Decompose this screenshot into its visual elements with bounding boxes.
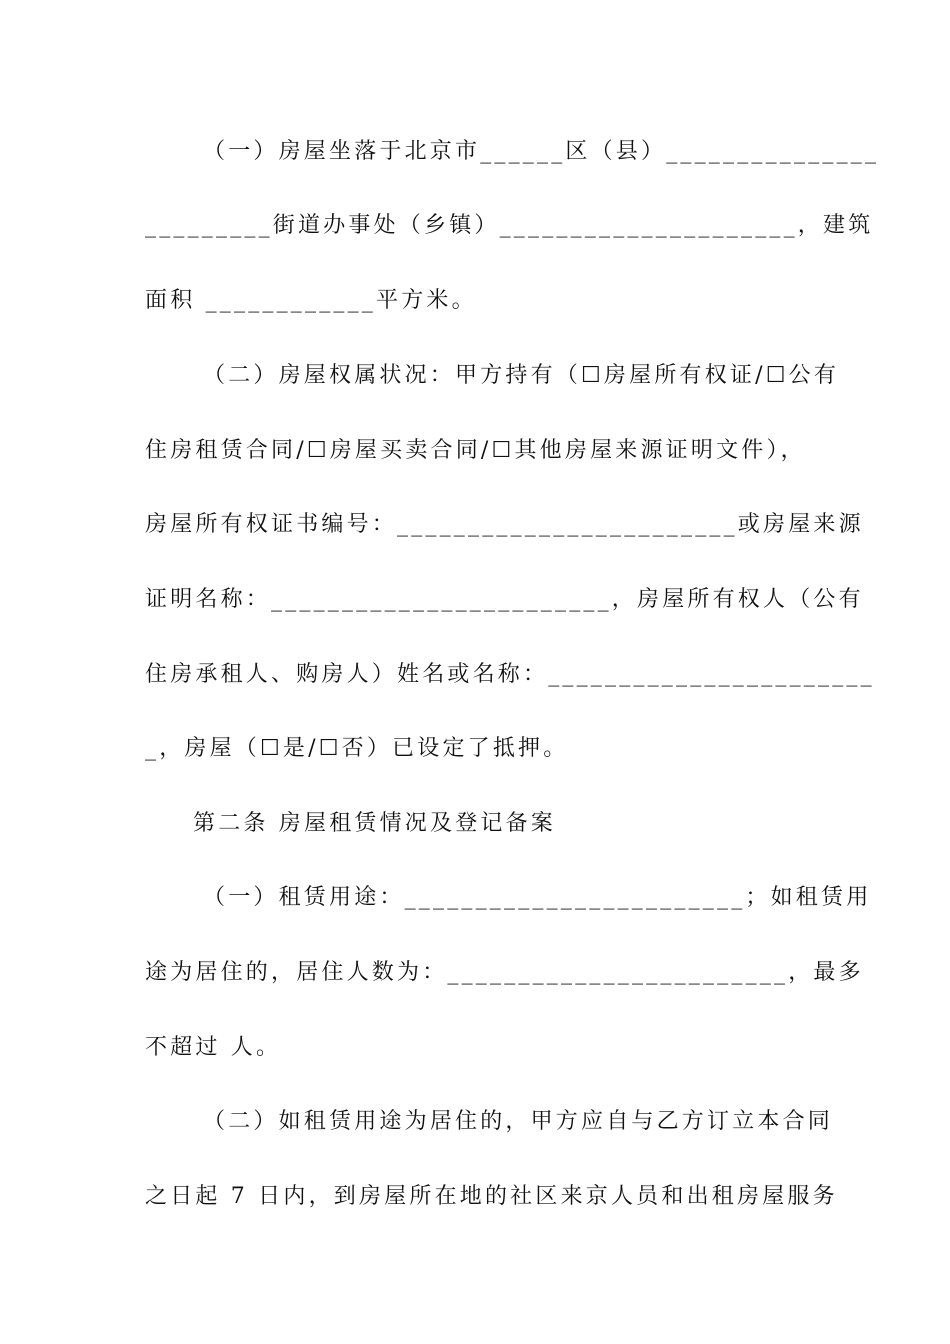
paragraph-line-11: 途为居住的，居住人数为：________________________，最多: [145, 960, 864, 985]
paragraph-line-13: （二）如租赁用途为居住的，甲方应自与乙方订立本合同: [203, 1109, 834, 1134]
paragraph-line-9: _，房屋（☐是/☐否）已设定了抵押。: [145, 736, 569, 761]
paragraph-line-8: 住房承租人、购房人）姓名或名称：_______________________: [145, 662, 875, 687]
paragraph-line-7: 证明名称：________________________，房屋所有权人（公有: [145, 587, 864, 612]
paragraph-line-12: 不超过 人。: [145, 1035, 282, 1060]
paragraph-line-6: 房屋所有权证书编号：________________________或房屋来源: [145, 512, 864, 537]
paragraph-line-10: （一）租赁用途：________________________；如租赁用: [203, 885, 872, 910]
paragraph-line-2: _________街道办事处（乡镇）_____________________，建筑: [145, 213, 874, 238]
paragraph-line-3: 面积 ____________平方米。: [145, 288, 477, 313]
paragraph-line-4: （二）房屋权属状况：甲方持有（☐房屋所有权证/☐公有: [203, 363, 840, 388]
paragraph-line-5: 住房租赁合同/☐房屋买卖合同/☐其他房屋来源证明文件），: [145, 438, 806, 463]
section-heading: 第二条 房屋租赁情况及登记备案: [193, 811, 556, 836]
paragraph-line-14: 之日起 7 日内，到房屋所在地的社区来京人员和出租房屋服务: [145, 1184, 838, 1209]
paragraph-line-1: （一）房屋坐落于北京市______区（县）_______________: [203, 139, 880, 164]
